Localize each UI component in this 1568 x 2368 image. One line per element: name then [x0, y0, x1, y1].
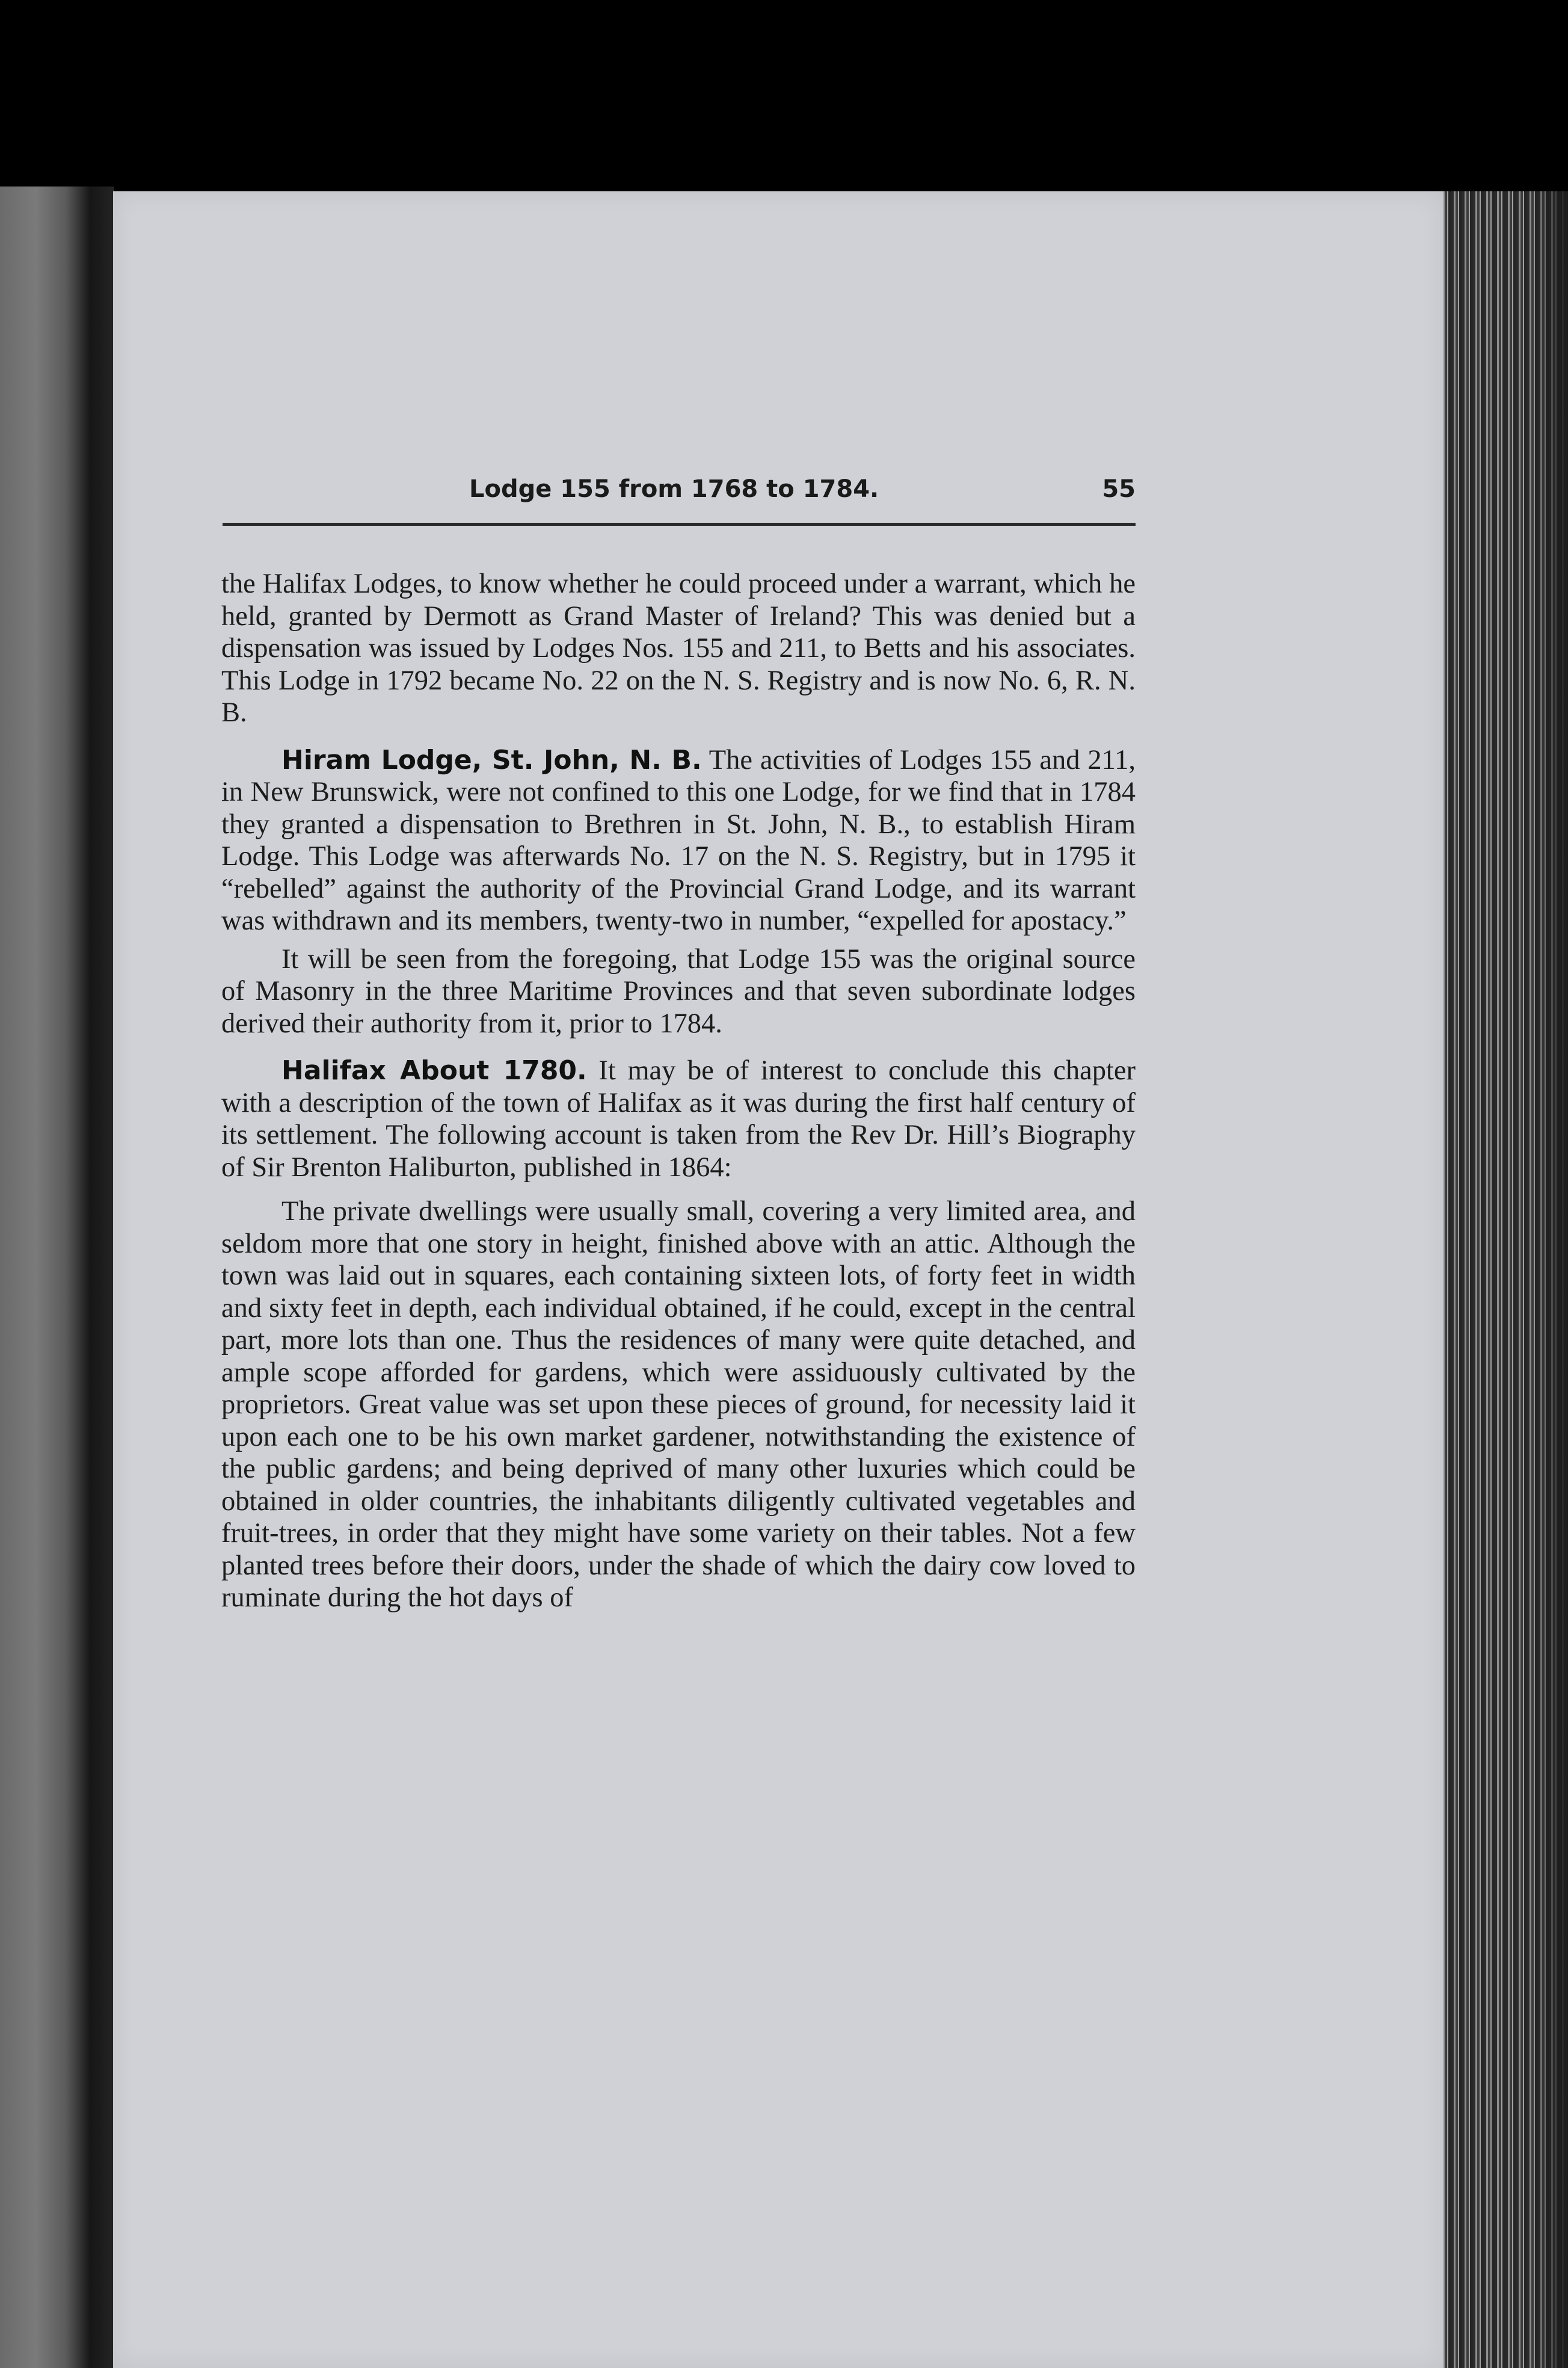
header-rule: [223, 523, 1136, 526]
paragraph-halifax: [221, 1055, 1136, 1183]
body-text: [221, 568, 1136, 1614]
section-heading-halifax: Halifax About 1780.: [281, 1055, 587, 1086]
page-header: [223, 475, 1136, 523]
book-left-edge: [0, 187, 114, 2368]
paragraph-text: It may be of interest to conclude this chapter with a description of the town of Halifax as it was during the first half century of its settlement. The following account is taken from the Rev Dr. Hill’s Biography of Sir Brenton Haliburton, published in 1864:: [221, 1055, 1136, 1183]
running-title: Lodge 155 from 1768 to 1784.: [469, 475, 879, 503]
paragraph-text: The activities of Lodges 155 and 211, in New Brunswick, were not confined to this one Lodge, for we find that in 1784 they granted a dispensation to Brethren in St. John, N. B., to establish Hiram Lodge. This Lodge was afterwards No. 17 on the N. S. Registry, but in 1795 it “rebelled” against the authority of the Provincial Grand Lodge, and its warrant was withdrawn and its members, twenty-two in number, “expelled for apostacy.”: [221, 744, 1136, 936]
page-number: 55: [1102, 475, 1136, 503]
section-heading-hiram-lodge: Hiram Lodge, St. John, N. B.: [281, 744, 702, 775]
paragraph-foregoing: It will be seen from the foregoing, that Lodge 155 was the original source of Masonry in the three Maritime Provinces and that seven subordinate lodges derived their authority from it, prior to 1784.: [221, 943, 1136, 1039]
book-page-edges: [1440, 191, 1568, 2368]
paragraph-quotation: The private dwellings were usually small, covering a very limited area, and seldom more that one story in height, finished above with an attic. Although the town was laid out in squares, each containing sixteen lots, of forty feet in width and sixty feet in depth, each individual obtained, if he could, except in the central part, more lots than one. Thus the residences of many were quite detached, and ample scope afforded for gardens, which were assiduously cultivated by the proprietors. Great value was set upon these pieces of ground, for necessity laid it upon each one to be his own market gardener, notwithstanding the existence of the public gardens; and being deprived of many other luxuries which could be obtained in older countries, the inhabitants diligently cultivated vegetables and fruit-trees, in order that they might have some variety on their tables. Not a few planted trees before their doors, under the shade of which the dairy cow loved to ruminate during the hot days of: [221, 1196, 1136, 1613]
paragraph-continuation: the Halifax Lodges, to know whether he could proceed under a warrant, which he held, granted by Dermott as Grand Master of Ireland? This was denied but a dispensation was issued by Lodges Nos. 155 and 211, to Betts and his associates. This Lodge in 1792 became No. 22 on the N. S. Registry and is now No. 6, R. N. B.: [221, 569, 1136, 728]
paragraph-hiram-lodge: [221, 744, 1136, 937]
